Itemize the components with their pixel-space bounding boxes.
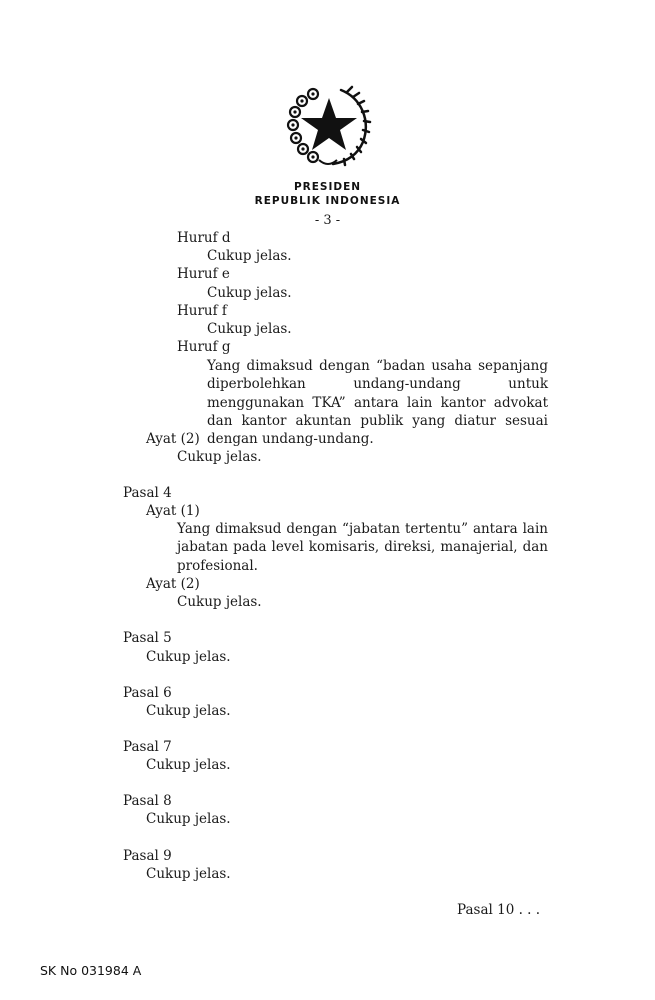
- pasal-4-ayat-1-text: Yang dimaksud dengan “jabatan tertentu” antara lain jabatan pada level komisaris, direksi, manajerial, dan profesional.: [177, 521, 548, 574]
- document-code: SK No 031984 A: [40, 963, 142, 978]
- huruf-e-text: Cukup jelas.: [207, 285, 292, 301]
- huruf-d-label: Huruf d: [177, 230, 231, 246]
- pasal-4-ayat-2-text: Cukup jelas.: [177, 594, 262, 610]
- pasal-6-text: Cukup jelas.: [146, 703, 231, 719]
- page-number: - 3 -: [314, 213, 341, 228]
- pasal-4-ayat-1-label: Ayat (1): [146, 503, 200, 519]
- pasal-5-text: Cukup jelas.: [146, 649, 231, 665]
- huruf-f-text: Cukup jelas.: [207, 321, 292, 337]
- pasal-4-heading: Pasal 4: [123, 485, 172, 501]
- pasal-7-text: Cukup jelas.: [146, 757, 231, 773]
- huruf-e-label: Huruf e: [177, 266, 230, 282]
- pasal-5-heading: Pasal 5: [123, 630, 172, 646]
- ayat-2-label: Ayat (2): [146, 431, 200, 447]
- header-republik-indonesia: REPUBLIK INDONESIA: [254, 195, 401, 207]
- pasal-7-heading: Pasal 7: [123, 739, 172, 755]
- pasal-4-ayat-2-label: Ayat (2): [146, 576, 200, 592]
- header-presiden: PRESIDEN: [293, 181, 362, 193]
- huruf-g-label: Huruf g: [177, 339, 231, 355]
- huruf-f-label: Huruf f: [177, 303, 227, 319]
- presidential-star-emblem-icon: [283, 80, 373, 170]
- pasal-6-heading: Pasal 6: [123, 685, 172, 701]
- huruf-g-text: Yang dimaksud dengan “badan usaha sepanjang diperbolehkan undang-undang untuk menggunakan TKA” antara lain kantor advokat dan kantor akuntan publik yang diatur sesuai dengan undang-undang.: [207, 358, 548, 448]
- next-page-catchword: Pasal 10 . . .: [457, 902, 541, 918]
- ayat-2-text: Cukup jelas.: [177, 449, 262, 465]
- pasal-9-heading: Pasal 9: [123, 848, 172, 864]
- pasal-9-text: Cukup jelas.: [146, 866, 231, 882]
- pasal-8-heading: Pasal 8: [123, 793, 172, 809]
- huruf-d-text: Cukup jelas.: [207, 248, 292, 264]
- pasal-8-text: Cukup jelas.: [146, 811, 231, 827]
